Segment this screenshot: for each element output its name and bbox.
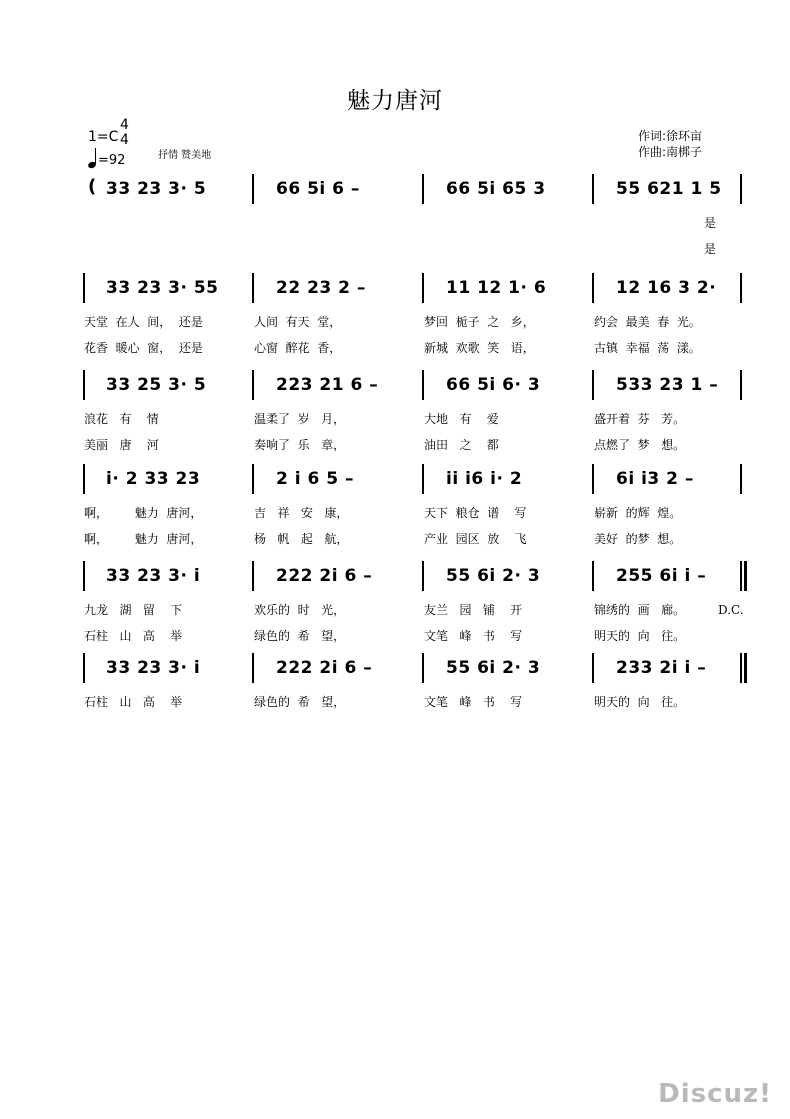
barline xyxy=(592,370,594,400)
lyric-segment: 油田 之 都 xyxy=(424,438,499,452)
measure xyxy=(616,466,694,492)
measure xyxy=(616,563,706,589)
barline xyxy=(83,464,85,494)
barline xyxy=(252,370,254,400)
lyric-segment: 石柱 山 高 举 xyxy=(84,695,183,709)
expression-marking: 抒情 赞美地 xyxy=(158,150,212,161)
lyric-verse-1 xyxy=(80,601,750,621)
measure-notes: 223 21 6 – xyxy=(276,375,379,395)
lyric-segment: 啊， 魅力 唐河， xyxy=(84,532,203,546)
notes-row xyxy=(80,372,750,398)
score-system xyxy=(80,372,750,456)
measure xyxy=(446,655,540,681)
measure xyxy=(276,563,372,589)
measure-notes: 255 6i i – xyxy=(616,566,707,586)
lyric-segment: 大地 有 爱 xyxy=(424,412,499,426)
time-signature-bottom: 4 xyxy=(120,132,129,148)
barline xyxy=(252,464,254,494)
lyric-segment: 文笔 峰 书 写 xyxy=(424,695,523,709)
measure xyxy=(106,466,200,492)
lyric-segment: 新城 欢歌 笑 语， xyxy=(424,341,535,355)
time-signature xyxy=(120,118,129,148)
measure-notes: 6i i3 2 – xyxy=(616,469,694,489)
lyric-segment: 天堂 在人 间， 还是 xyxy=(84,315,203,329)
measure-notes: 33 23 3· i xyxy=(106,658,201,678)
lyric-segment: 欢乐的 时 光， xyxy=(254,603,346,617)
barline xyxy=(83,561,85,591)
measure xyxy=(446,466,522,492)
notes-row xyxy=(80,466,750,492)
measure xyxy=(106,275,219,301)
notes-row xyxy=(80,655,750,681)
measure xyxy=(106,563,200,589)
barline xyxy=(252,653,254,683)
key-signature: 1=C xyxy=(88,129,119,145)
lyric-segment: 天下 粮仓 谱 写 xyxy=(424,506,527,520)
measure xyxy=(446,372,540,398)
lyric-verse-1 xyxy=(80,410,750,430)
barline xyxy=(422,370,424,400)
time-signature-top: 4 xyxy=(120,117,129,133)
final-barline xyxy=(744,653,747,683)
lyric-segment: 奏响了 乐 章， xyxy=(254,438,346,452)
barline xyxy=(592,464,594,494)
barline xyxy=(740,273,742,303)
measure xyxy=(446,176,546,202)
measure xyxy=(106,372,206,398)
lyric-verse-1 xyxy=(80,313,750,333)
measure-notes: i· 2 33 23 xyxy=(106,469,201,489)
barline xyxy=(740,464,742,494)
measure xyxy=(616,275,716,301)
barline xyxy=(422,273,424,303)
opening-parenthesis: ( xyxy=(88,176,97,197)
measure xyxy=(106,176,206,202)
measure-notes: 55 6i 2· 3 xyxy=(446,566,541,586)
lyric-segment: 浪花 有 情 xyxy=(84,412,159,426)
da-capo-marking: D.C. xyxy=(718,603,744,617)
barline xyxy=(83,273,85,303)
lyric-verse-2 xyxy=(80,627,750,647)
measure-notes: 2 i 6 5 – xyxy=(276,469,354,489)
lyric-segment: 美好 的梦 想。 xyxy=(594,532,682,546)
measure-notes: 533 23 1 – xyxy=(616,375,719,395)
lyric-segment: 美丽 唐 河 xyxy=(84,438,159,452)
lyric-segment: 是 xyxy=(704,242,717,256)
lyric-segment: 明天的 向 往。 xyxy=(594,629,686,643)
lyric-verse-2 xyxy=(80,436,750,456)
barline xyxy=(422,653,424,683)
lyric-segment: 梦回 栀子 之 乡， xyxy=(424,315,535,329)
measure-notes: 22 23 2 – xyxy=(276,278,366,298)
notes-row xyxy=(80,563,750,589)
lyric-segment: 是 xyxy=(704,216,717,230)
final-barline xyxy=(744,561,747,591)
barline xyxy=(422,561,424,591)
lyric-segment: 约会 最美 春 光。 xyxy=(594,315,701,329)
measure xyxy=(616,655,706,681)
measure-notes: 222 2i 6 – xyxy=(276,658,373,678)
measure-notes: 55 6i 2· 3 xyxy=(446,658,541,678)
lyric-segment: 文笔 峰 书 写 xyxy=(424,629,523,643)
measure-notes: 33 23 3· 55 xyxy=(106,278,219,298)
lyric-segment: 人间 有天 堂， xyxy=(254,315,342,329)
barline xyxy=(422,464,424,494)
lyric-segment: 花香 暖心 窗， 还是 xyxy=(84,341,203,355)
lyric-segment: 杨 帆 起 航， xyxy=(254,532,349,546)
barline xyxy=(252,561,254,591)
watermark-logo: Discuz! xyxy=(658,1079,772,1109)
lyric-segment: 明天的 向 往。 xyxy=(594,695,686,709)
notes-row xyxy=(80,176,750,202)
lyric-segment: 绿色的 希 望， xyxy=(254,629,346,643)
measure xyxy=(276,655,372,681)
barline xyxy=(422,174,424,204)
measure xyxy=(276,372,378,398)
measure xyxy=(276,275,366,301)
barline xyxy=(83,653,85,683)
barline xyxy=(592,174,594,204)
score-system xyxy=(80,466,750,550)
measure-notes: 233 2i i – xyxy=(616,658,707,678)
barline xyxy=(740,370,742,400)
score-system xyxy=(80,176,750,260)
lyric-verse-1 xyxy=(80,504,750,524)
measure xyxy=(616,176,722,202)
lyric-segment: 盛开着 芬 芳。 xyxy=(594,412,686,426)
score-system xyxy=(80,275,750,359)
lyric-segment: 九龙 湖 留 下 xyxy=(84,603,183,617)
credits xyxy=(638,128,702,160)
measure xyxy=(446,563,540,589)
song-title: 魅力唐河 xyxy=(347,88,443,114)
barline xyxy=(592,273,594,303)
barline xyxy=(252,273,254,303)
measure-notes: 11 12 1· 6 xyxy=(446,278,547,298)
score-system xyxy=(80,563,750,647)
lyric-segment: 古镇 幸福 荡 漾。 xyxy=(594,341,701,355)
barline xyxy=(592,653,594,683)
measure-notes: 33 23 3· 5 xyxy=(106,179,207,199)
composer-credit: 作曲:南梆子 xyxy=(638,145,703,159)
score-system xyxy=(80,655,750,739)
measure-notes: 222 2i 6 – xyxy=(276,566,373,586)
measure-notes: 66 5i 6 – xyxy=(276,179,360,199)
lyric-verse-2 xyxy=(80,339,750,359)
measure xyxy=(106,655,200,681)
lyric-verse-2 xyxy=(80,240,750,260)
lyric-segment: 产业 园区 放 飞 xyxy=(424,532,527,546)
lyric-segment: 吉 祥 安 康， xyxy=(254,506,349,520)
barline xyxy=(740,653,742,683)
lyric-segment: 石柱 山 高 举 xyxy=(84,629,183,643)
notes-row xyxy=(80,275,750,301)
lyric-verse-2 xyxy=(80,530,750,550)
tempo-value: =92 xyxy=(98,153,126,168)
lyricist-credit: 作词:徐环亩 xyxy=(638,129,703,143)
measure xyxy=(276,466,354,492)
measure-notes: 33 25 3· 5 xyxy=(106,375,207,395)
measure-notes: ii i6 i· 2 xyxy=(446,469,523,489)
measure-notes: 55 621 1 5 xyxy=(616,179,722,199)
barline xyxy=(740,561,742,591)
lyric-verse-1 xyxy=(80,214,750,234)
lyric-segment: 锦绣的 画 廊。 xyxy=(594,603,686,617)
measure xyxy=(446,275,546,301)
lyric-verse-1 xyxy=(80,693,750,713)
tempo-marking xyxy=(88,148,125,168)
barline xyxy=(252,174,254,204)
measure-notes: 33 23 3· i xyxy=(106,566,201,586)
measure xyxy=(276,176,360,202)
lyric-segment: 点燃了 梦 想。 xyxy=(594,438,686,452)
measure-notes: 66 5i 65 3 xyxy=(446,179,546,199)
lyric-segment: 崭新 的辉 煌。 xyxy=(594,506,682,520)
lyric-segment: 友兰 园 铺 开 xyxy=(424,603,523,617)
lyric-verse-2 xyxy=(80,719,750,739)
measure xyxy=(616,372,718,398)
lyric-segment: 温柔了 岁 月， xyxy=(254,412,346,426)
lyric-segment: 啊， 魅力 唐河， xyxy=(84,506,203,520)
barline xyxy=(83,370,85,400)
lyric-segment: 心窗 醉花 香， xyxy=(254,341,342,355)
measure-notes: 66 5i 6· 3 xyxy=(446,375,541,395)
quarter-note-icon xyxy=(88,148,96,168)
lyric-segment: 绿色的 希 望， xyxy=(254,695,346,709)
barline xyxy=(740,174,742,204)
barline xyxy=(592,561,594,591)
measure-notes: 12 16 3 2· xyxy=(616,278,717,298)
